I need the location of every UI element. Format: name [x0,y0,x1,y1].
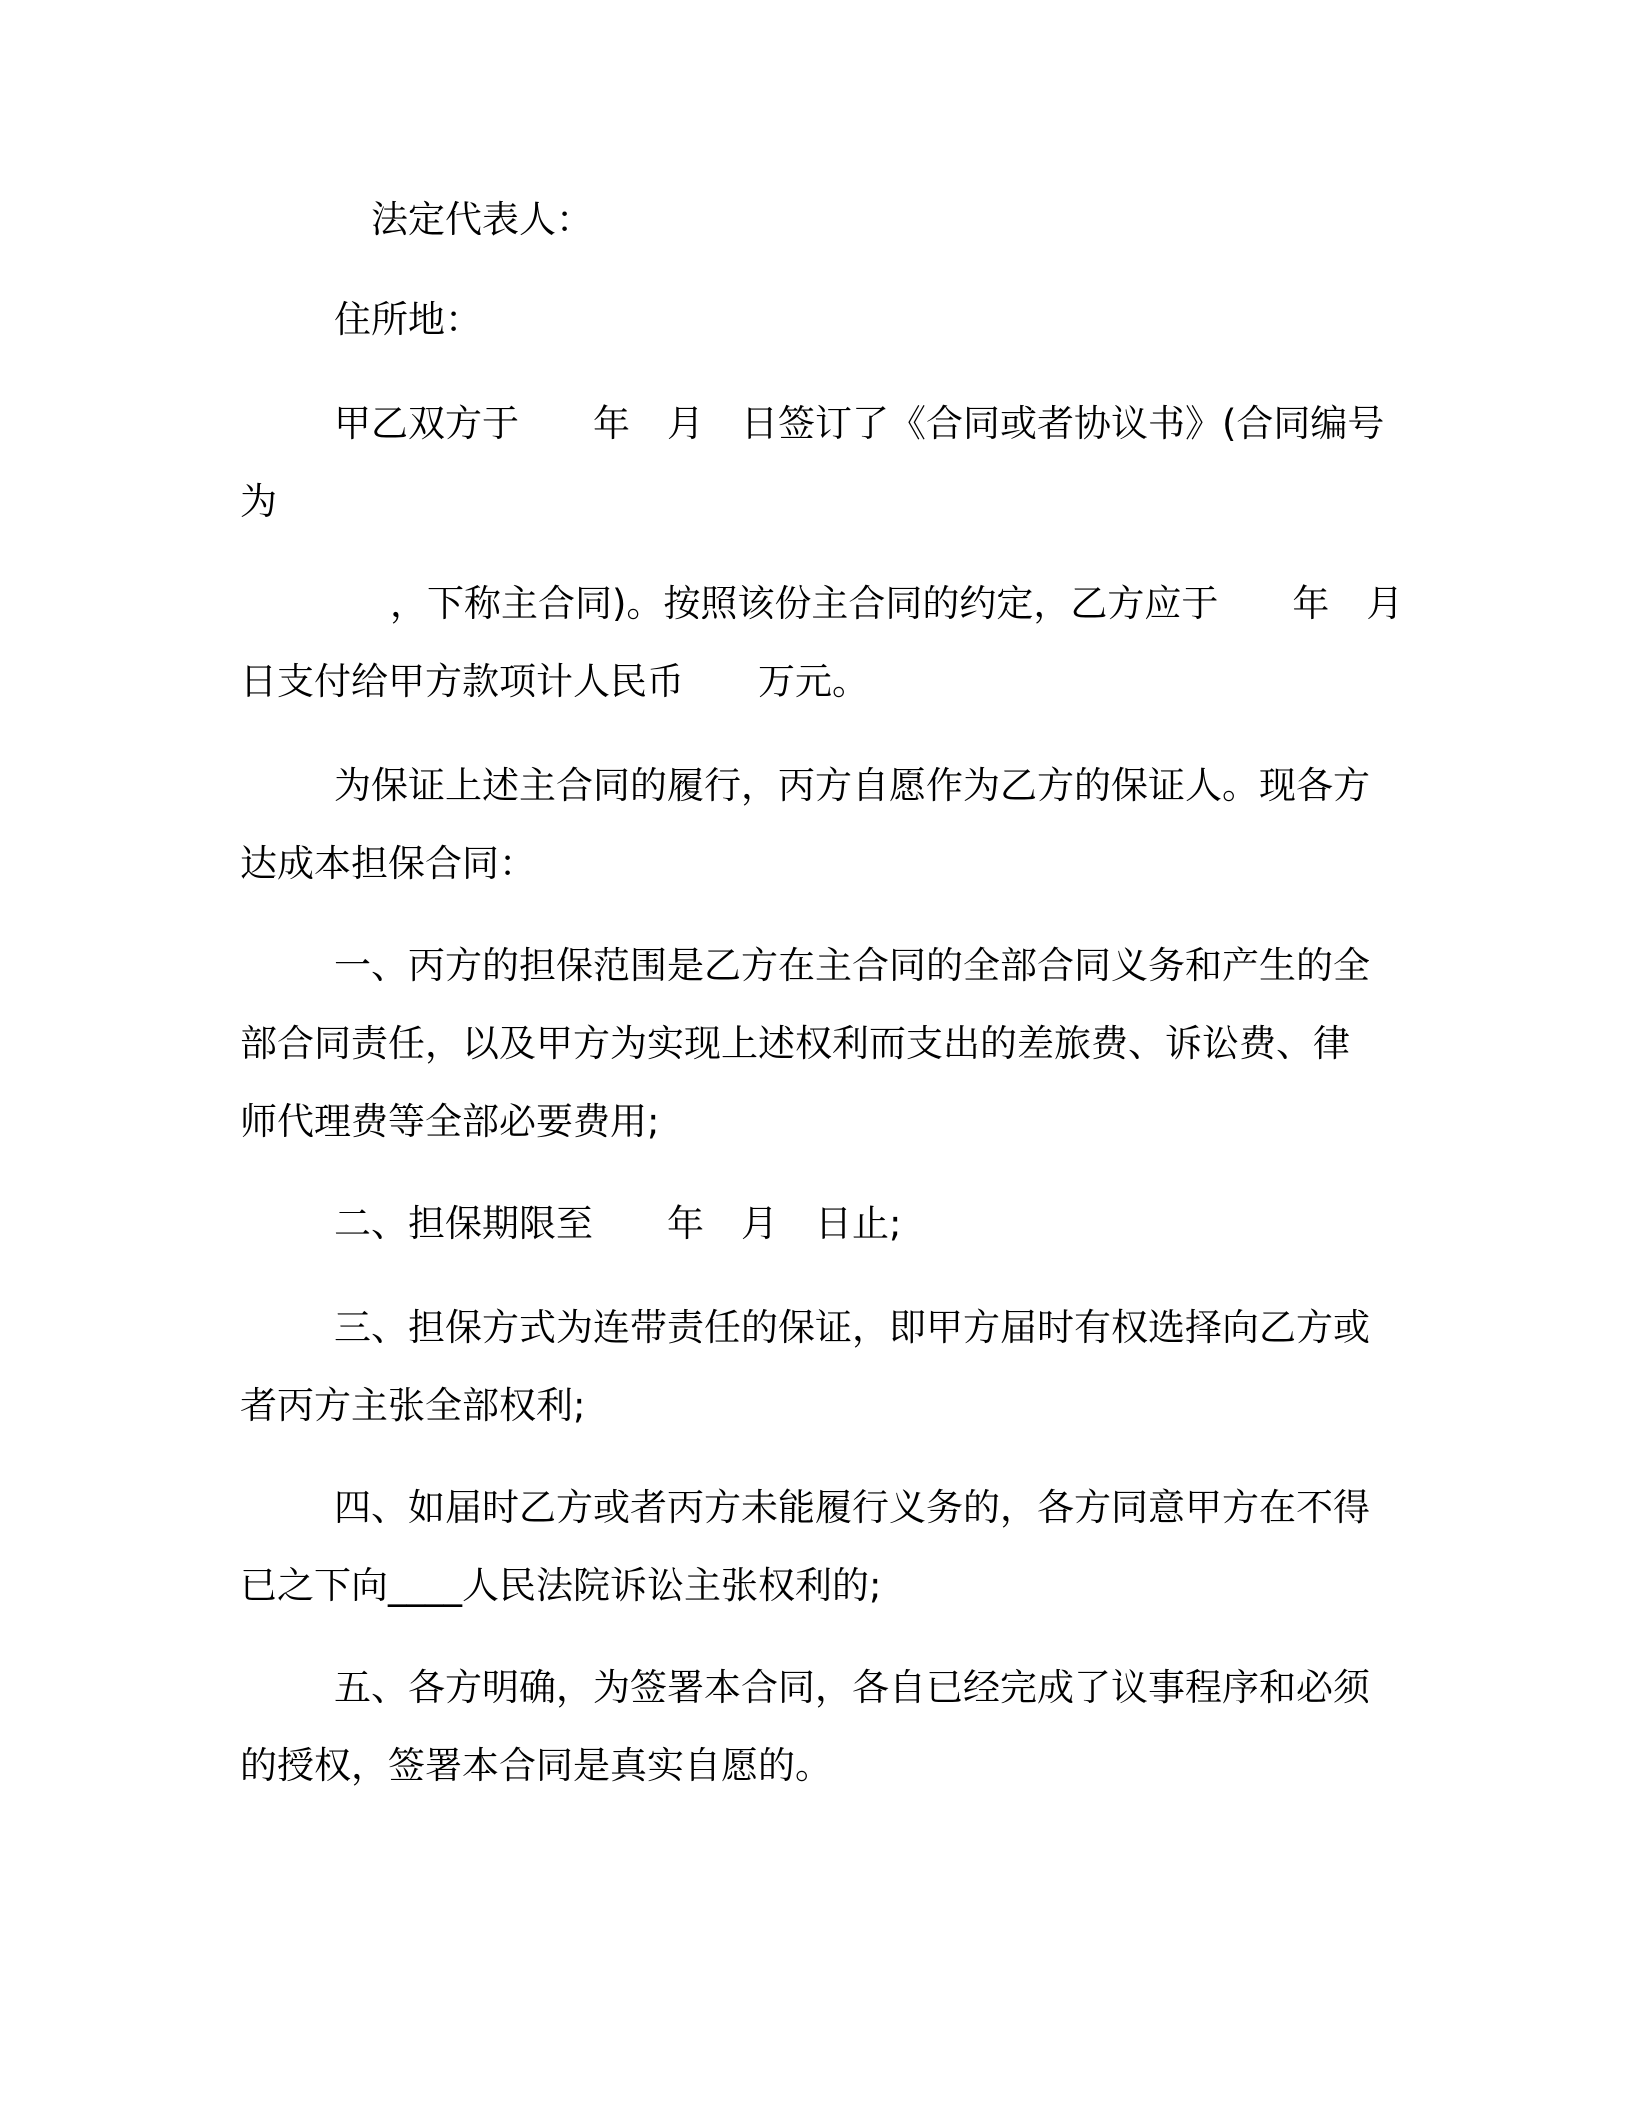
domicile-label: 住所地： [334,298,482,341]
paragraph-1-line-2: 为 [240,480,277,523]
paragraph-1-line-1: 甲乙双方于 年 月 日签订了《合同或者协议书》(合同编号 [334,402,1385,445]
clause-4-line-1: 四、如届时乙方或者丙方未能履行义务的，各方同意甲方在不得 [334,1486,1370,1529]
clause-5-line-2: 的授权，签署本合同是真实自愿的。 [240,1744,832,1787]
paragraph-1-line-4: 日支付给甲方款项计人民币 万元。 [240,660,869,703]
clause-1-line-3: 师代理费等全部必要费用; [240,1100,660,1143]
clause-2: 二、担保期限至 年 月 日止; [334,1202,902,1245]
paragraph-1-line-3: ，下称主合同)。按照该份主合同的约定，乙方应于 年 月 [279,582,1404,625]
clause-5-line-1: 五、各方明确，为签署本合同，各自已经完成了议事程序和必须 [334,1666,1370,1709]
clause-1-line-2: 部合同责任，以及甲方为实现上述权利而支出的差旅费、诉讼费、律 [240,1022,1350,1065]
clause-4-line-2: 已之下向____人民法院诉讼主张权利的; [240,1564,882,1607]
clause-3-line-2: 者丙方主张全部权利; [240,1384,586,1427]
legal-representative-label: 法定代表人： [371,198,593,241]
paragraph-2-line-2: 达成本担保合同： [240,842,536,885]
paragraph-2-line-1: 为保证上述主合同的履行，丙方自愿作为乙方的保证人。现各方 [334,764,1370,807]
clause-3-line-1: 三、担保方式为连带责任的保证，即甲方届时有权选择向乙方或 [334,1306,1370,1349]
clause-1-line-1: 一、丙方的担保范围是乙方在主合同的全部合同义务和产生的全 [334,944,1370,987]
